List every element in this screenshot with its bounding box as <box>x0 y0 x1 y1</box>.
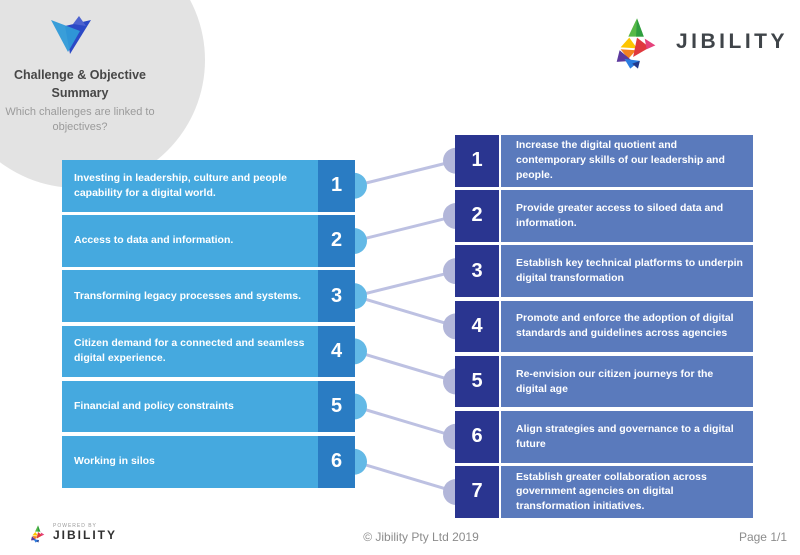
challenge-text: Access to data and information. <box>62 215 318 267</box>
challenge-row-2 <box>62 215 355 267</box>
objective-number: 6 <box>455 411 499 463</box>
challenge-number: 5 <box>318 381 355 433</box>
challenge-row-6 <box>62 436 355 488</box>
challenge-text: Citizen demand for a connected and seamless digital experience. <box>62 326 318 378</box>
challenge-row-1 <box>62 160 355 212</box>
objective-text: Establish key technical platforms to underpin digital transformation <box>501 245 753 297</box>
objective-row-2 <box>455 190 753 242</box>
connector-c4-o5 <box>355 351 456 381</box>
objective-text: Provide greater access to siloed data and information. <box>501 190 753 242</box>
objective-text: Establish greater collaboration across government agencies on digital transformation initiatives. <box>501 466 753 518</box>
connector-c3-o3 <box>355 271 456 296</box>
objective-row-3 <box>455 245 753 297</box>
challenge-row-5 <box>62 381 355 433</box>
objective-number: 5 <box>455 356 499 408</box>
powered-by-wordmark: JIBILITY <box>53 528 118 543</box>
objective-row-7 <box>455 466 753 518</box>
objective-number: 2 <box>455 190 499 242</box>
objective-row-5 <box>455 356 753 408</box>
objective-text: Align strategies and governance to a digital future <box>501 411 753 463</box>
challenge-text: Transforming legacy processes and systems. <box>62 270 318 322</box>
challenge-number: 2 <box>318 215 355 267</box>
challenge-row-4 <box>62 326 355 378</box>
objective-number: 7 <box>455 466 499 518</box>
objective-text: Re-envision our citizen journeys for the digital age <box>501 356 753 408</box>
objective-number: 1 <box>455 135 499 187</box>
objective-row-1 <box>455 135 753 187</box>
connector-c2-o2 <box>355 216 456 241</box>
challenge-text: Financial and policy constraints <box>62 381 318 433</box>
connector-c6-o7 <box>355 462 456 492</box>
objective-number: 4 <box>455 301 499 353</box>
brand-wordmark: JIBILITY <box>675 30 788 53</box>
objective-row-4 <box>455 301 753 353</box>
page-subtitle: Which challenges are linked to objectives? <box>5 106 155 134</box>
summary-header <box>0 14 162 135</box>
connector-c1-o1 <box>355 161 456 186</box>
challenge-text: Working in silos <box>62 436 318 488</box>
objective-number: 3 <box>455 245 499 297</box>
connector-c3-o4 <box>355 296 456 326</box>
page-indicator: Page 1/1 <box>738 530 787 544</box>
challenge-text: Investing in leadership, culture and people capability for a digital world. <box>62 160 318 212</box>
objective-text: Increase the digital quotient and contemporary skills of our leadership and people. <box>501 135 753 187</box>
objective-text: Promote and enforce the adoption of digital standards and guidelines across agencies <box>501 301 753 353</box>
brand-logo <box>608 15 788 69</box>
challenge-number: 1 <box>318 160 355 212</box>
powered-by-label: POWERED BY <box>53 523 97 530</box>
objective-row-6 <box>455 411 753 463</box>
challenge-number: 3 <box>318 270 355 322</box>
connector-c5-o6 <box>355 407 456 437</box>
page-title: Challenge & Objective Summary <box>14 68 146 101</box>
jibility-triangle-icon <box>49 14 111 56</box>
challenge-row-3 <box>62 270 355 322</box>
challenge-number: 6 <box>318 436 355 488</box>
challenge-number: 4 <box>318 326 355 378</box>
copyright-text: © Jibility Pty Ltd 2019 <box>363 530 479 544</box>
jibility-color-icon <box>608 15 666 69</box>
